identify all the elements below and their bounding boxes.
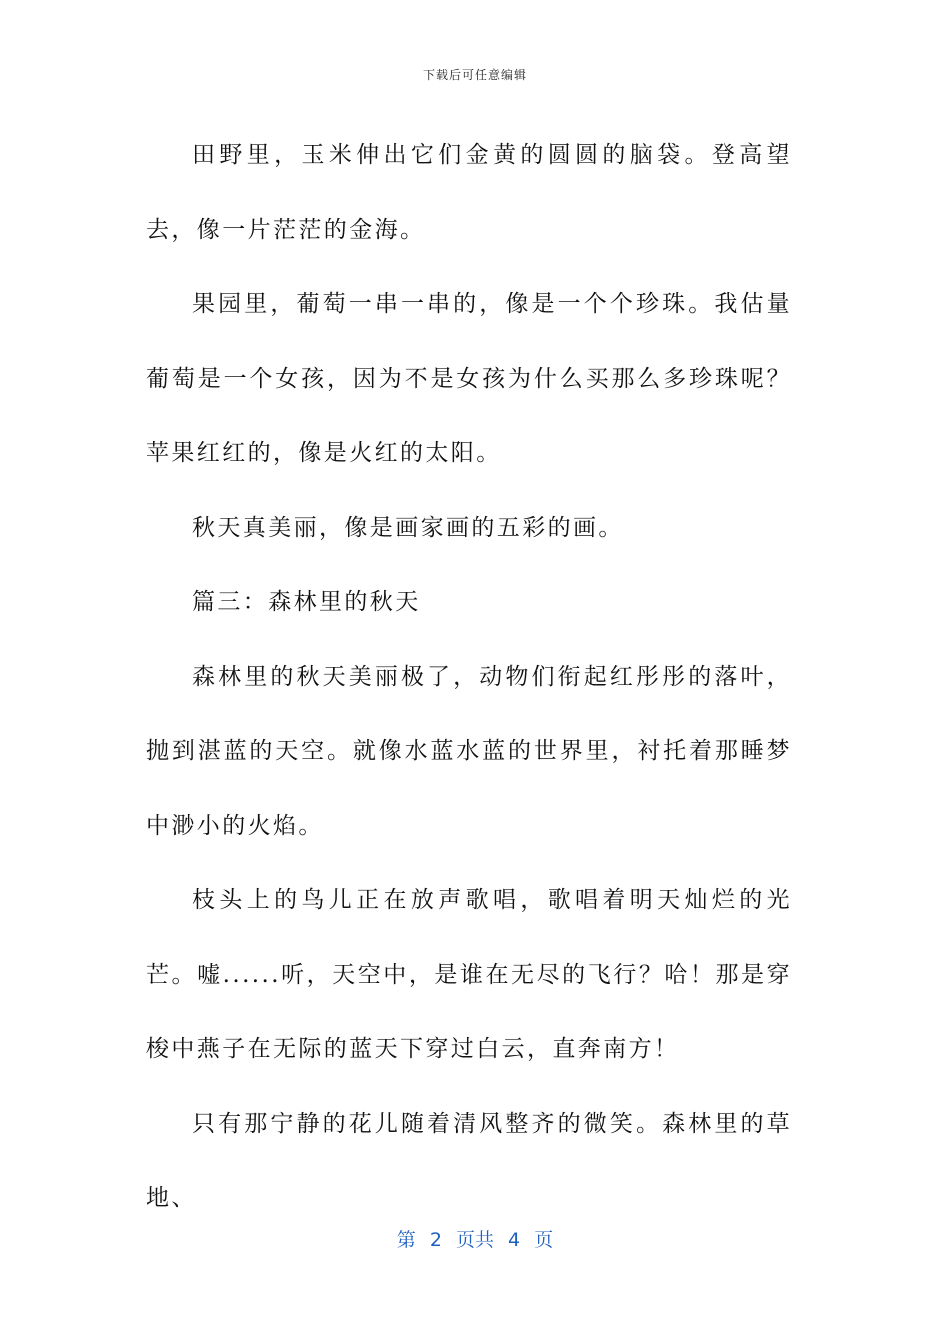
paragraph-autumn-beauty: 秋天真美丽，像是画家画的五彩的画。: [192, 514, 624, 541]
footer-suffix: 页: [534, 1229, 554, 1251]
footer-prefix: 第: [396, 1229, 416, 1251]
section-heading: 篇三：森林里的秋天: [192, 589, 421, 615]
footer-middle: 页共: [455, 1229, 494, 1251]
paragraph-flowers: 只有那宁静的花儿随着清风整齐的微笑。森林里的草地、: [146, 1110, 792, 1211]
paragraph-cornfield: 田野里，玉米伸出它们金黄的圆圆的脑袋。登高望去，像一片茫茫的金海。: [146, 142, 792, 243]
page-footer: [0, 1225, 950, 1252]
current-page-number: 2: [429, 1229, 442, 1251]
total-page-number: 4: [508, 1229, 521, 1251]
paragraph-birds: 枝头上的鸟儿正在放声歌唱，歌唱着明天灿烂的光芒。嘘......听，天空中，是谁在无尽的飞行？哈！那是穿梭中燕子在无际的蓝天下穿过白云，直奔南方！: [146, 887, 792, 1062]
paragraph-orchard: 果园里，葡萄一串一串的，像是一个个珍珠。我估量葡萄是一个女孩，因为不是女孩为什么买那么多珍珠呢？苹果红红的，像是火红的太阳。: [146, 291, 792, 466]
page-header: 下载后可任意编辑: [422, 68, 527, 82]
paragraph-forest-autumn: 森林里的秋天美丽极了，动物们衔起红彤彤的落叶，抛到湛蓝的天空。就像水蓝水蓝的世界里，衬托着那睡梦中渺小的火焰。: [146, 663, 792, 839]
document-body: [146, 118, 792, 1236]
